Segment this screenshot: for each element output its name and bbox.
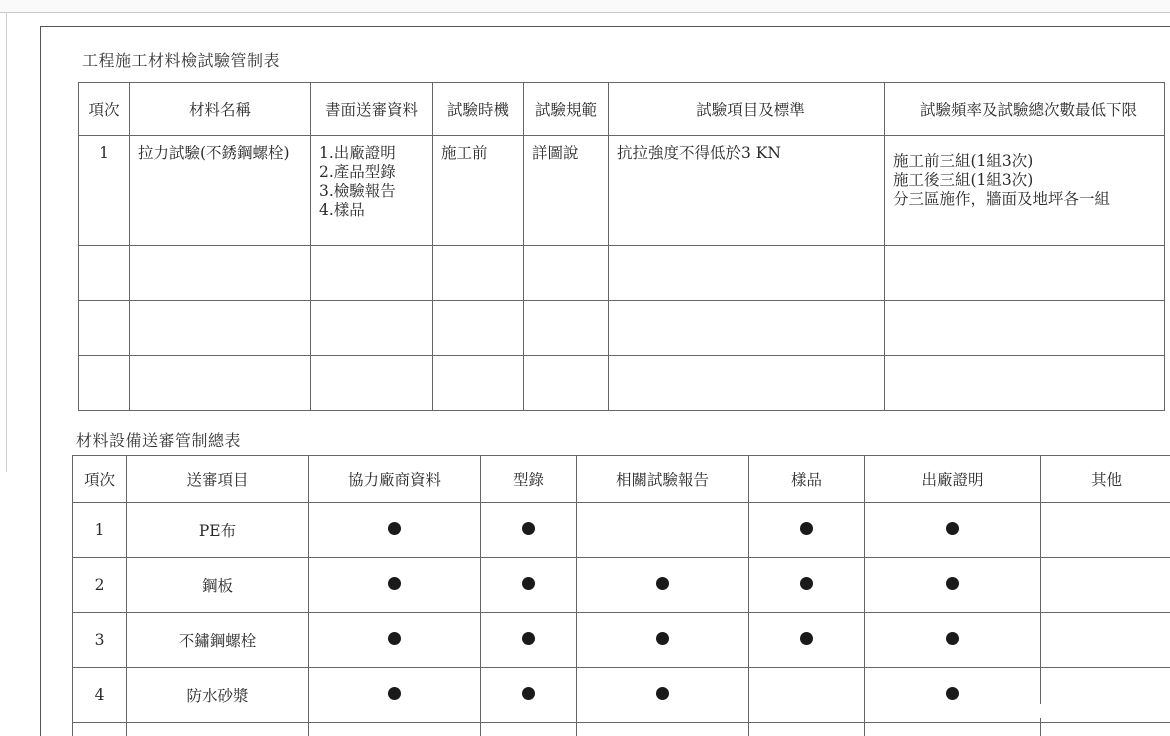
t2-header-report: 相關試驗報告 [577, 456, 749, 503]
material-submission-summary-table [72, 455, 1170, 736]
t2-cell-mark [1041, 613, 1170, 668]
empty-cell [311, 356, 433, 411]
t1-header-spec: 試驗規範 [524, 83, 609, 136]
filled-dot-icon [800, 577, 813, 590]
t2-cell-mark [309, 503, 481, 558]
table2-title: 材料設備送審管制總表 [76, 431, 242, 450]
table-row [79, 136, 1165, 246]
t2-cell-mark [309, 558, 481, 613]
t1-cell-item: 抗拉強度不得低於3 KN [609, 136, 885, 246]
empty-cell [79, 356, 130, 411]
empty-cell [609, 301, 885, 356]
empty-cell [609, 356, 885, 411]
t2-cell-mark [749, 558, 865, 613]
filled-dot-icon [388, 577, 401, 590]
empty-cell [130, 246, 311, 301]
t2-cell-item: 鋼板 [127, 558, 309, 613]
empty-cell [130, 356, 311, 411]
t2-cell-mark [309, 613, 481, 668]
doc-line: 3.檢驗報告 [319, 182, 396, 200]
t1-cell-timing: 施工前 [433, 136, 524, 246]
t2-cell-mark [481, 668, 577, 723]
empty-cell [433, 246, 524, 301]
empty-cell [130, 301, 311, 356]
t2-cell-mark [309, 668, 481, 723]
empty-cell [79, 246, 130, 301]
scan-top-edge [0, 0, 1170, 13]
freq-line: 施工後三組(1組3次) [893, 171, 1034, 189]
t2-cell-item: 防水砂漿 [127, 668, 309, 723]
scan-left-edge [0, 12, 7, 472]
table-row [73, 668, 1170, 723]
table-row [73, 503, 1170, 558]
filled-dot-icon [522, 632, 535, 645]
doc-line: 1.出廠證明 [319, 144, 396, 162]
empty-cell [311, 301, 433, 356]
t2-cell-mark [481, 558, 577, 613]
filled-dot-icon [656, 577, 669, 590]
doc-line: 2.產品型錄 [319, 163, 396, 181]
table1-title: 工程施工材料檢試驗管制表 [82, 51, 281, 70]
filled-dot-icon [388, 522, 401, 535]
empty-cell [609, 246, 885, 301]
t2-cell-mark [865, 613, 1041, 668]
table-row-empty [79, 301, 1165, 356]
filled-dot-icon [800, 632, 813, 645]
filled-dot-icon [946, 632, 959, 645]
t1-header-docs: 書面送審資料 [311, 83, 433, 136]
t1-cell-docs [311, 136, 433, 246]
filled-dot-icon [656, 632, 669, 645]
t2-cell-mark [577, 503, 749, 558]
empty-cell [1041, 723, 1170, 736]
t2-cell-mark [865, 558, 1041, 613]
empty-cell [127, 723, 309, 736]
t2-cell-mark [577, 613, 749, 668]
t2-header-item: 送審項目 [127, 456, 309, 503]
empty-cell [577, 723, 749, 736]
filled-dot-icon [800, 522, 813, 535]
filled-dot-icon [522, 687, 535, 700]
empty-cell [865, 723, 1041, 736]
t2-header-certificate: 出廠證明 [865, 456, 1041, 503]
filled-dot-icon [946, 522, 959, 535]
empty-cell [524, 356, 609, 411]
filled-dot-icon [522, 522, 535, 535]
freq-line: 施工前三組(1組3次) [893, 152, 1034, 170]
empty-cell [433, 356, 524, 411]
scan-smudge [1010, 704, 1120, 718]
empty-cell [524, 246, 609, 301]
t1-header-no: 項次 [79, 83, 130, 136]
t2-cell-mark [749, 503, 865, 558]
table2-header-row [73, 456, 1170, 503]
empty-cell [311, 246, 433, 301]
t2-header-sample: 樣品 [749, 456, 865, 503]
t2-cell-mark [577, 558, 749, 613]
t1-cell-spec: 詳圖說 [524, 136, 609, 246]
empty-cell [885, 356, 1165, 411]
table-row-empty [79, 356, 1165, 411]
t2-cell-mark [1041, 558, 1170, 613]
t2-cell-mark [1041, 503, 1170, 558]
t2-header-vendor: 協力廠商資料 [309, 456, 481, 503]
t1-header-item: 試驗項目及標準 [609, 83, 885, 136]
t2-cell-no: 2 [73, 558, 127, 613]
t2-cell-mark [865, 503, 1041, 558]
filled-dot-icon [388, 632, 401, 645]
t2-cell-mark [481, 613, 577, 668]
empty-cell [749, 723, 865, 736]
t1-header-timing: 試驗時機 [433, 83, 524, 136]
t2-cell-mark [749, 668, 865, 723]
table-row [73, 613, 1170, 668]
table1-header-row [79, 83, 1165, 136]
t1-header-freq: 試驗頻率及試驗總次數最低下限 [885, 83, 1165, 136]
empty-cell [433, 301, 524, 356]
table-row-empty [73, 723, 1170, 736]
filled-dot-icon [946, 577, 959, 590]
t2-cell-item: 不鏽鋼螺栓 [127, 613, 309, 668]
empty-cell [524, 301, 609, 356]
filled-dot-icon [522, 577, 535, 590]
freq-line: 分三區施作，牆面及地坪各一組 [893, 190, 1111, 208]
table-row [73, 558, 1170, 613]
empty-cell [885, 246, 1165, 301]
t2-cell-no: 1 [73, 503, 127, 558]
t2-header-no: 項次 [73, 456, 127, 503]
t1-cell-freq [885, 136, 1165, 246]
filled-dot-icon [656, 687, 669, 700]
t2-cell-mark [749, 613, 865, 668]
empty-cell [309, 723, 481, 736]
t2-header-catalog: 型錄 [481, 456, 577, 503]
t1-cell-name: 拉力試驗(不銹鋼螺栓) [130, 136, 311, 246]
doc-line: 4.樣品 [319, 201, 365, 219]
filled-dot-icon [388, 687, 401, 700]
t2-cell-no: 4 [73, 668, 127, 723]
t1-header-name: 材料名稱 [130, 83, 311, 136]
filled-dot-icon [946, 687, 959, 700]
t2-cell-item: PE布 [127, 503, 309, 558]
t2-cell-mark [481, 503, 577, 558]
t2-cell-mark [577, 668, 749, 723]
t2-cell-no: 3 [73, 613, 127, 668]
empty-cell [73, 723, 127, 736]
t2-header-other: 其他 [1041, 456, 1170, 503]
table-row-empty [79, 246, 1165, 301]
t1-cell-no: 1 [79, 136, 130, 246]
empty-cell [885, 301, 1165, 356]
material-test-control-table [78, 82, 1165, 411]
empty-cell [481, 723, 577, 736]
table2-body [73, 503, 1170, 736]
empty-cell [79, 301, 130, 356]
